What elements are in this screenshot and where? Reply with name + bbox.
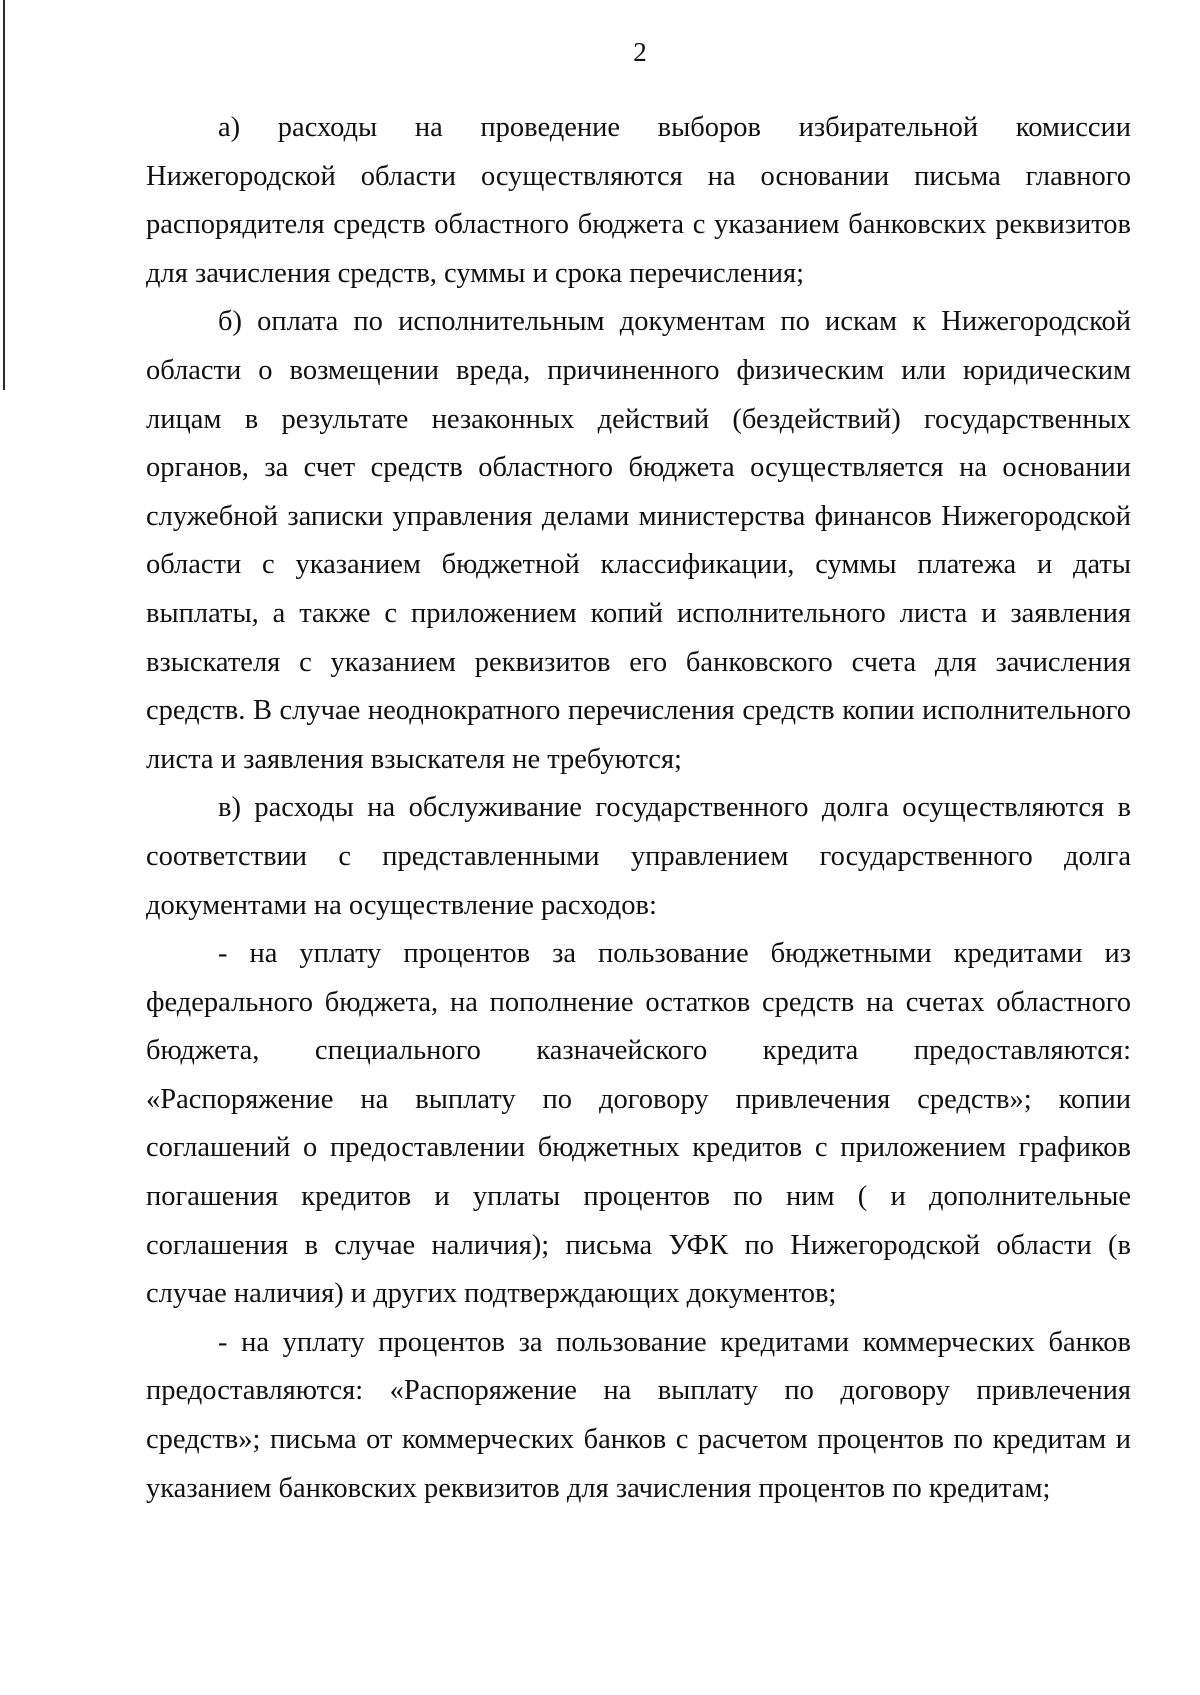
paragraph-b-enforcement-payments: б) оплата по исполнительным документам по искам к Нижегородской области о возмещении вреда, причиненного физическим или юридическим лицам в результате незаконных действий (бездействий) государственных органов, за счет средств областного бюджета осуществляется на основании служебной записки управления делами министерства финансов Нижегородской области с указанием бюджетной классификации, суммы платежа и даты выплаты, а также с приложением копий исполнительного листа и заявления взыскателя с указанием реквизитов его банковского счета для зачисления средств. В случае неоднократного перечисления средств копии исполнительного листа и заявления взыскателя не требуются; — [146, 306, 1131, 775]
page-number: 2 — [633, 37, 647, 67]
paragraph-c-debt-service: в) расходы на обслуживание государственного долга осуществляются в соответствии с представленными управлением государственного долга документами на осуществление расходов: — [146, 792, 1131, 921]
paragraph-commercial-credit-interest: - на уплату процентов за пользование кредитами коммерческих банков предоставляются: «Распоряжение на выплату по договору привлечения средств»; письма от коммерческих банков с расчетом процентов по кредитам и указанием банковских реквизитов для зачисления процентов по кредитам; — [146, 1326, 1131, 1504]
document-body — [146, 104, 1131, 1513]
paragraph-budget-credit-interest: - на уплату процентов за пользование бюджетными кредитами из федерального бюджета, на пополнение остатков средств на счетах областного бюджета, специального казначейского кредита предоставляются: «Распоряжение на выплату по договору привлечения средств»; копии соглашений о предоставлении бюджетных кредитов с приложением графиков погашения кредитов и уплаты процентов по ним ( и дополнительные соглашения в случае наличия); письма УФК по Нижегородской области (в случае наличия) и других подтверждающих документов; — [146, 938, 1131, 1310]
paragraph-a-election-expenses: а) расходы на проведение выборов избирательной комиссии Нижегородской области осуществляются на основании письма главного распорядителя средств областного бюджета с указанием банковских реквизитов для зачисления средств, суммы и срока перечисления; — [146, 112, 1131, 289]
